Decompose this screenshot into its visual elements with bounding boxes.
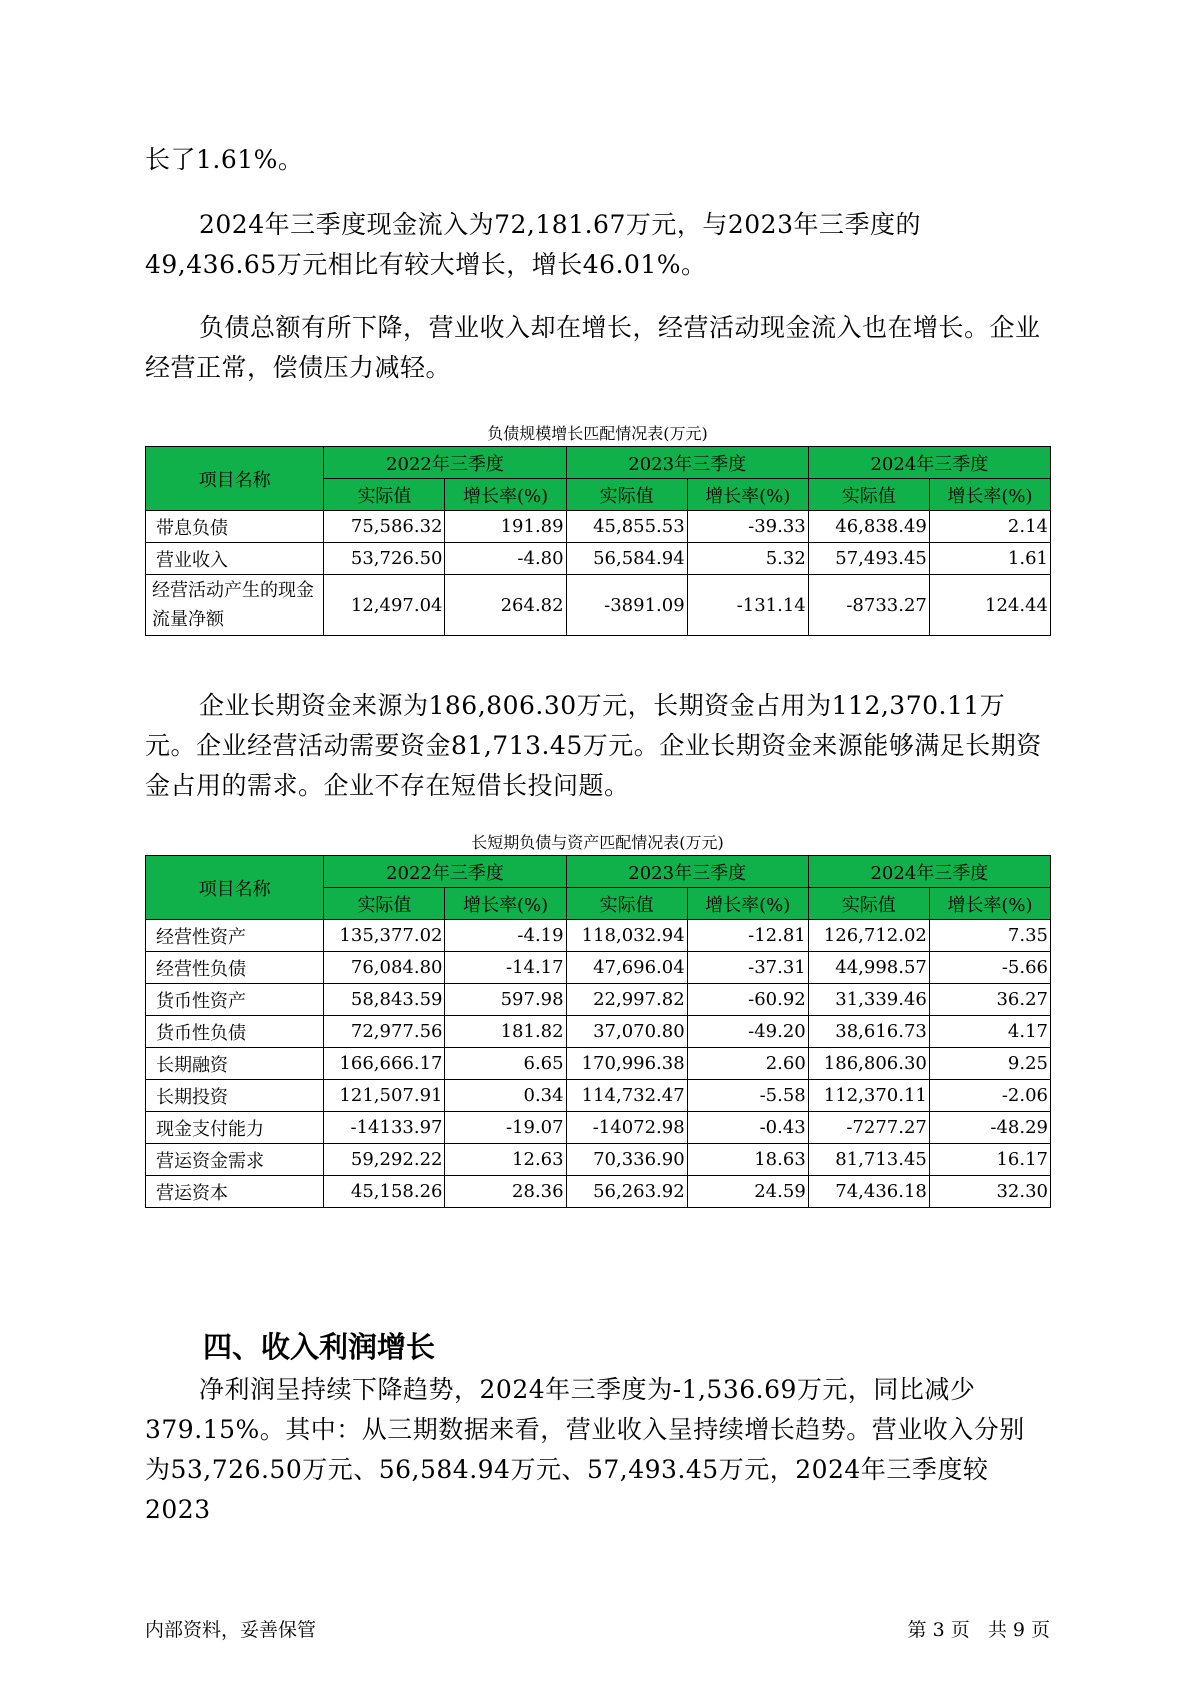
- asset-liability-table: [145, 855, 1051, 1208]
- row-label: 长期投资: [146, 1080, 324, 1112]
- table-cell: -60.92: [687, 984, 808, 1016]
- actual-value-header: 实际值: [566, 888, 687, 920]
- table-cell: -14072.98: [566, 1112, 687, 1144]
- growth-rate-header: 增长率(%): [929, 888, 1050, 920]
- row-label: 经营活动产生的现金流量净额: [146, 575, 324, 636]
- table-cell: 2.60: [687, 1048, 808, 1080]
- growth-rate-header: 增长率(%): [687, 479, 808, 511]
- table-cell: 16.17: [929, 1144, 1050, 1176]
- table-cell: 72,977.56: [324, 1016, 445, 1048]
- table-cell: 1.61: [929, 543, 1050, 575]
- table-cell: -7277.27: [808, 1112, 929, 1144]
- growth-rate-header: 增长率(%): [929, 479, 1050, 511]
- table-cell: 36.27: [929, 984, 1050, 1016]
- period-header: 2024年三季度: [808, 856, 1050, 888]
- footer-confidential-note: 内部资料，妥善保管: [145, 1619, 317, 1641]
- table-cell: -3891.09: [566, 575, 687, 636]
- table-cell: 47,696.04: [566, 952, 687, 984]
- table-cell: -37.31: [687, 952, 808, 984]
- table-cell: 22,997.82: [566, 984, 687, 1016]
- debt-growth-table: [145, 446, 1051, 636]
- table1-caption: 负债规模增长匹配情况表(万元): [487, 424, 708, 443]
- table-cell: 135,377.02: [324, 920, 445, 952]
- table-row: [146, 1016, 1051, 1048]
- table-cell: 46,838.49: [808, 511, 929, 543]
- table-header-row: [146, 856, 1051, 888]
- table-cell: -49.20: [687, 1016, 808, 1048]
- table-cell: 53,726.50: [324, 543, 445, 575]
- row-label: 货币性负债: [146, 1016, 324, 1048]
- table-cell: 7.35: [929, 920, 1050, 952]
- table-cell: 181.82: [445, 1016, 566, 1048]
- table-cell: -5.66: [929, 952, 1050, 984]
- table-cell: 126,712.02: [808, 920, 929, 952]
- table-cell: 114,732.47: [566, 1080, 687, 1112]
- table-cell: 0.34: [445, 1080, 566, 1112]
- actual-value-header: 实际值: [566, 479, 687, 511]
- table-cell: 191.89: [445, 511, 566, 543]
- footer-page-number: 第 3 页 共 9 页: [907, 1619, 1050, 1641]
- table-cell: -131.14: [687, 575, 808, 636]
- period-header: 2024年三季度: [808, 447, 1050, 479]
- table-row: [146, 575, 1051, 636]
- table-cell: 121,507.91: [324, 1080, 445, 1112]
- table-cell: 56,263.92: [566, 1176, 687, 1208]
- table-cell: -14.17: [445, 952, 566, 984]
- table-cell: 45,158.26: [324, 1176, 445, 1208]
- period-header: 2023年三季度: [566, 447, 808, 479]
- table-cell: 124.44: [929, 575, 1050, 636]
- table-cell: -39.33: [687, 511, 808, 543]
- row-label: 经营性资产: [146, 920, 324, 952]
- table2-caption: 长短期负债与资产匹配情况表(万元): [471, 833, 724, 852]
- table-cell: 28.36: [445, 1176, 566, 1208]
- table-row: [146, 511, 1051, 543]
- table-cell: 24.59: [687, 1176, 808, 1208]
- table-cell: 70,336.90: [566, 1144, 687, 1176]
- table-cell: 59,292.22: [324, 1144, 445, 1176]
- paragraph-continuation: 长了1.61%。: [145, 145, 304, 174]
- table-cell: -4.19: [445, 920, 566, 952]
- row-label: 营业收入: [146, 543, 324, 575]
- table-cell: 166,666.17: [324, 1048, 445, 1080]
- row-label: 经营性负债: [146, 952, 324, 984]
- row-label: 长期融资: [146, 1048, 324, 1080]
- actual-value-header: 实际值: [808, 888, 929, 920]
- table-cell: 44,998.57: [808, 952, 929, 984]
- table-cell: 75,586.32: [324, 511, 445, 543]
- actual-value-header: 实际值: [324, 888, 445, 920]
- table-cell: 186,806.30: [808, 1048, 929, 1080]
- row-label: 营运资本: [146, 1176, 324, 1208]
- table-cell: 264.82: [445, 575, 566, 636]
- paragraph-long-term-funds: 企业长期资金来源为186,806.30万元，长期资金占用为112,370.11万元。企业经营活动需要资金81,713.45万元。企业长期资金来源能够满足长期资金占用的需求。企业不存在短借长投问题。: [145, 691, 1042, 800]
- table-cell: 2.14: [929, 511, 1050, 543]
- row-label: 现金支付能力: [146, 1112, 324, 1144]
- row-label: 货币性资产: [146, 984, 324, 1016]
- table-row: [146, 1112, 1051, 1144]
- table-cell: 5.32: [687, 543, 808, 575]
- table-cell: 32.30: [929, 1176, 1050, 1208]
- table-cell: 38,616.73: [808, 1016, 929, 1048]
- table-cell: 118,032.94: [566, 920, 687, 952]
- section-heading: 四、收入利润增长: [203, 1330, 436, 1364]
- table-cell: 597.98: [445, 984, 566, 1016]
- table-cell: 76,084.80: [324, 952, 445, 984]
- table-cell: 56,584.94: [566, 543, 687, 575]
- table-cell: -14133.97: [324, 1112, 445, 1144]
- table-row: [146, 1176, 1051, 1208]
- growth-rate-header: 增长率(%): [445, 479, 566, 511]
- period-header: 2022年三季度: [324, 447, 566, 479]
- paragraph-debt-summary: 负债总额有所下降，营业收入却在增长，经营活动现金流入也在增长。企业经营正常，偿债压力减轻。: [145, 313, 1041, 382]
- growth-rate-header: 增长率(%): [687, 888, 808, 920]
- table-cell: -8733.27: [808, 575, 929, 636]
- actual-value-header: 实际值: [324, 479, 445, 511]
- actual-value-header: 实际值: [808, 479, 929, 511]
- period-header: 2023年三季度: [566, 856, 808, 888]
- table-cell: -5.58: [687, 1080, 808, 1112]
- table-row: [146, 984, 1051, 1016]
- table-cell: 4.17: [929, 1016, 1050, 1048]
- table-cell: 57,493.45: [808, 543, 929, 575]
- paragraph-net-profit: 净利润呈持续下降趋势，2024年三季度为-1,536.69万元，同比减少379.15%。其中：从三期数据来看，营业收入呈持续增长趋势。营业收入分别为53,726.50万元、56,584.94万元、57,493.45万元，2024年三季度较2023: [145, 1375, 1025, 1524]
- table-cell: 170,996.38: [566, 1048, 687, 1080]
- table-cell: 58,843.59: [324, 984, 445, 1016]
- table-row: [146, 1048, 1051, 1080]
- table-cell: -2.06: [929, 1080, 1050, 1112]
- table-cell: 9.25: [929, 1048, 1050, 1080]
- row-label: 带息负债: [146, 511, 324, 543]
- table-cell: -12.81: [687, 920, 808, 952]
- table-row: [146, 920, 1051, 952]
- table-cell: 74,436.18: [808, 1176, 929, 1208]
- table-corner-header: 项目名称: [146, 447, 324, 511]
- table-cell: -4.80: [445, 543, 566, 575]
- period-header: 2022年三季度: [324, 856, 566, 888]
- table-cell: 6.65: [445, 1048, 566, 1080]
- table-cell: -19.07: [445, 1112, 566, 1144]
- table-cell: 45,855.53: [566, 511, 687, 543]
- table-cell: 81,713.45: [808, 1144, 929, 1176]
- table-cell: 112,370.11: [808, 1080, 929, 1112]
- table-row: [146, 952, 1051, 984]
- row-label: 营运资金需求: [146, 1144, 324, 1176]
- table-row: [146, 1080, 1051, 1112]
- table-corner-header: 项目名称: [146, 856, 324, 920]
- table-row: [146, 1144, 1051, 1176]
- growth-rate-header: 增长率(%): [445, 888, 566, 920]
- table-cell: 37,070.80: [566, 1016, 687, 1048]
- table-cell: 12.63: [445, 1144, 566, 1176]
- table-cell: 18.63: [687, 1144, 808, 1176]
- table-cell: 31,339.46: [808, 984, 929, 1016]
- table-header-row: [146, 447, 1051, 479]
- paragraph-cash-inflow: 2024年三季度现金流入为72,181.67万元，与2023年三季度的49,436.65万元相比有较大增长，增长46.01%。: [145, 210, 921, 279]
- table-row: [146, 543, 1051, 575]
- table-cell: 12,497.04: [324, 575, 445, 636]
- table-cell: -48.29: [929, 1112, 1050, 1144]
- table-cell: -0.43: [687, 1112, 808, 1144]
